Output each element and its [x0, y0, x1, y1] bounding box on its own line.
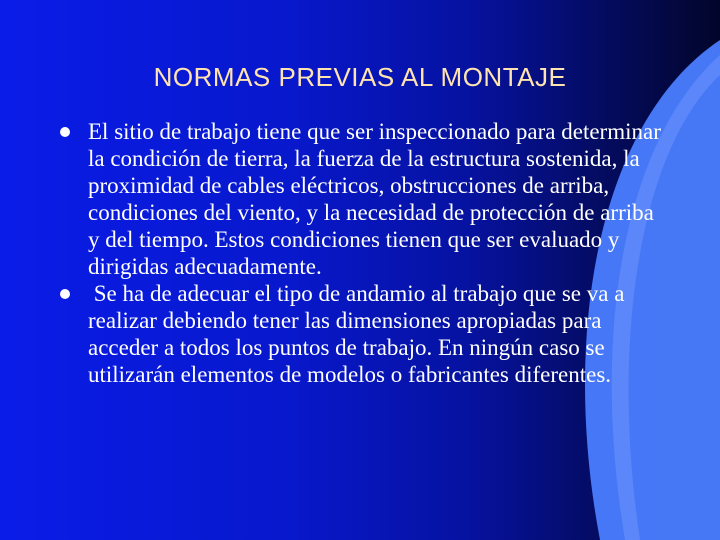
- bullet-text: El sitio de trabajo tiene que ser inspeccionado para determinar la condición de tierra, la fuerza de la estructura sostenida, la proximidad de cables eléctricos, obstrucciones de arriba, condiciones del viento, y la necesidad de protección de arriba y del tiempo. Estos condiciones tienen que ser evaluado y dirigidas adecuadamente.: [88, 119, 661, 279]
- bullet-item-1: [58, 118, 668, 280]
- bullet-icon: [60, 289, 70, 299]
- bullet-list: [58, 118, 668, 388]
- slide-title: NORMAS PREVIAS AL MONTAJE: [153, 62, 567, 92]
- bullet-text: Se ha de adecuar el tipo de andamio al trabajo que se va a realizar debiendo tener las dimensiones apropiadas para acceder a todos los puntos de trabajo. En ningún caso se utilizarán elementos de modelos o fabricantes diferentes.: [88, 281, 631, 387]
- bullet-icon: [60, 127, 70, 137]
- bullet-item-2: [58, 280, 668, 388]
